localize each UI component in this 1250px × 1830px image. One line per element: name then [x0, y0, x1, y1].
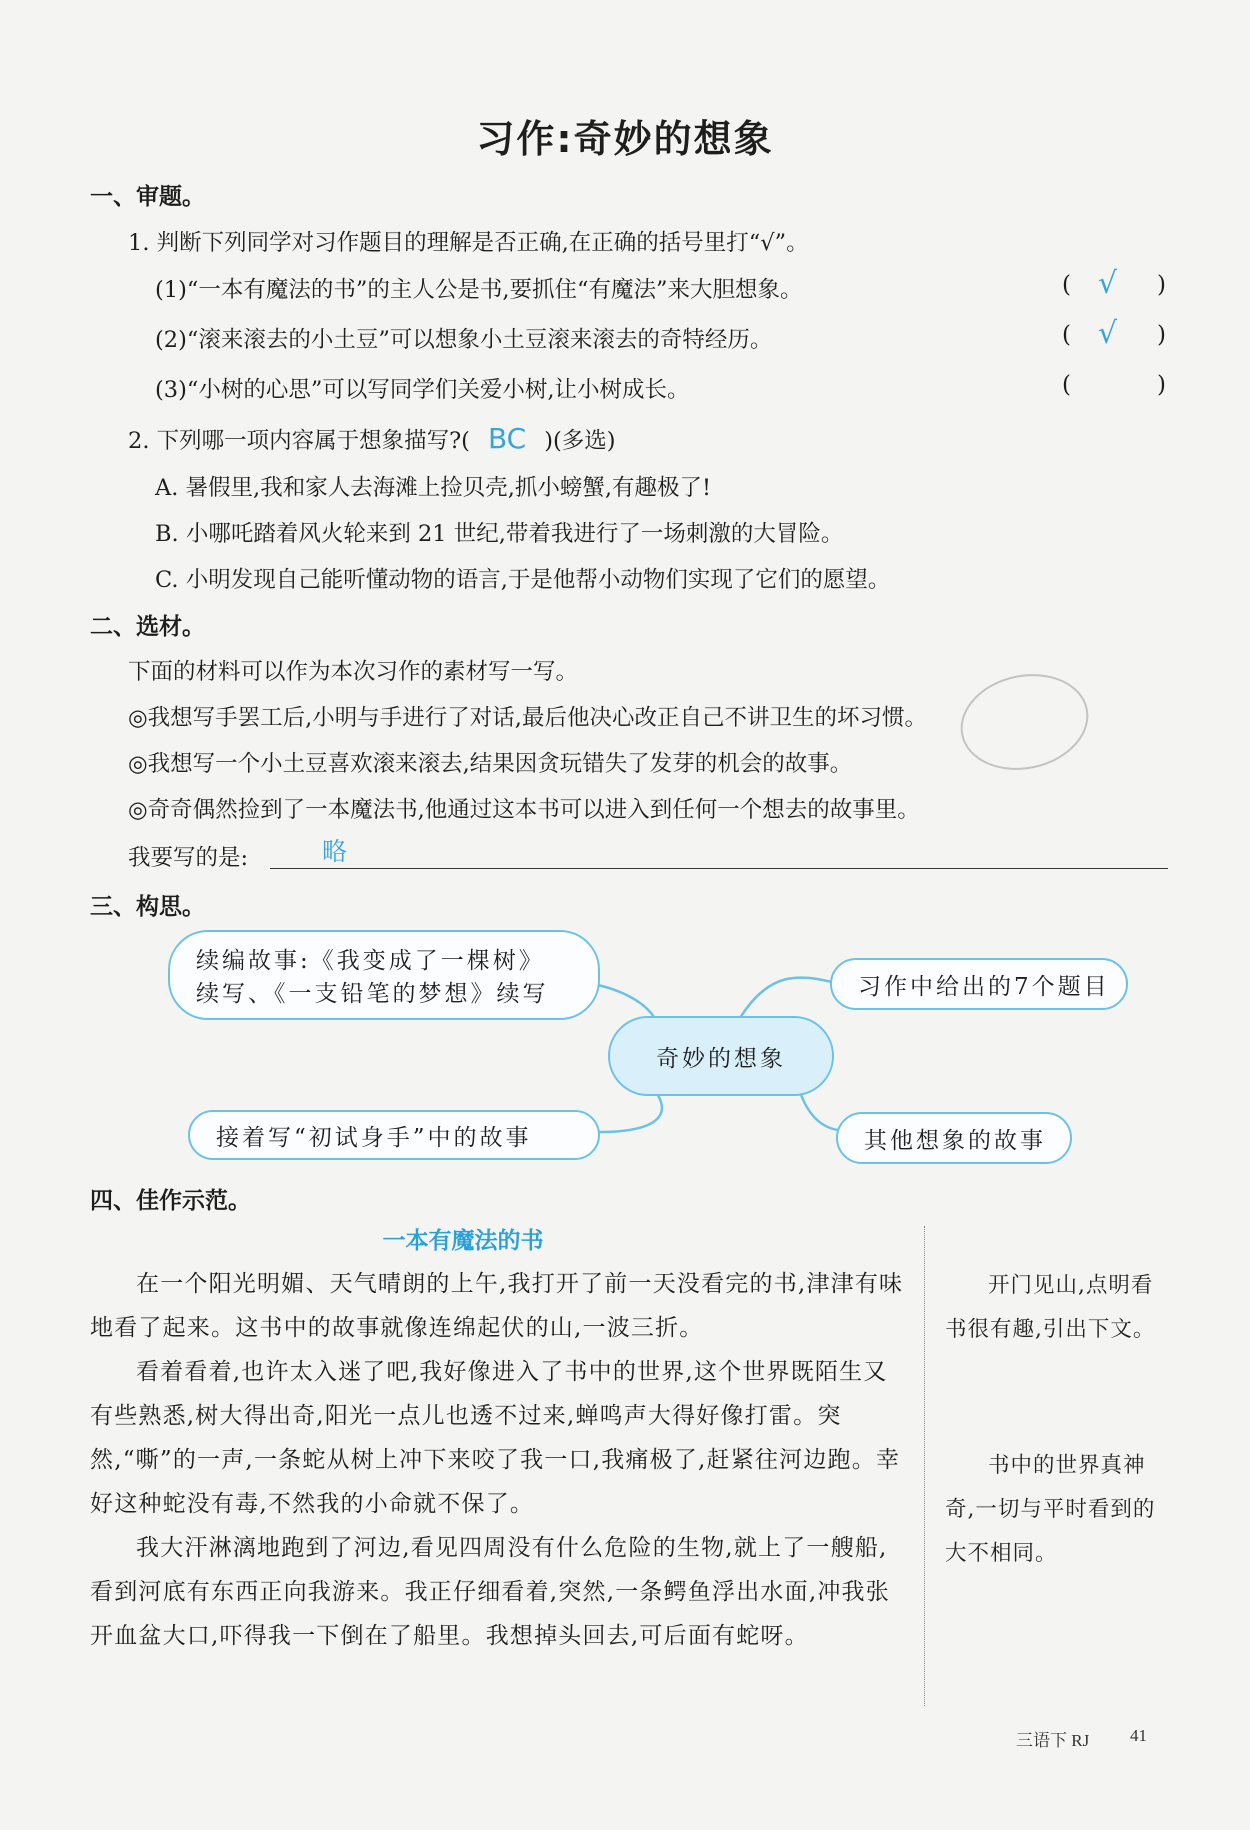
- q1-item-3: (3)“小树的心思”可以写同学们关爱小树,让小树成长。: [155, 377, 690, 403]
- section-1-heading: 一、审题。: [90, 184, 205, 210]
- question-2: [128, 422, 616, 455]
- q1-item-3-open-paren: (: [1062, 372, 1071, 398]
- article-paragraph-1: 在一个阳光明媚、天气晴朗的上午,我打开了前一天没看完的书,津津有味地看了起来。这书中的故事就像连绵起伏的山,一波三折。: [90, 1271, 904, 1341]
- material-item-3: ◎奇奇偶然捡到了一本魔法书,他通过这本书可以进入到任何一个想去的故事里。: [128, 797, 920, 823]
- question-1: 1. 判断下列同学对习作题目的理解是否正确,在正确的括号里打“√”。: [128, 230, 809, 256]
- mindmap-top-right-label: 习作中给出的7个题目: [858, 973, 1110, 1000]
- mindmap-bottom-left-label: 接着写“初试身手”中的故事: [216, 1124, 532, 1151]
- mindmap-bottom-right-node: [836, 1112, 1072, 1164]
- mindmap-center-node: [608, 1016, 834, 1096]
- q1-item-1-close-paren: ): [1157, 272, 1166, 298]
- q2-option-a: A. 暑假里,我和家人去海滩上捡贝壳,抓小螃蟹,有趣极了!: [155, 475, 712, 501]
- q2-option-c: C. 小明发现自己能听懂动物的语言,于是他帮小动物们实现了它们的愿望。: [155, 567, 891, 593]
- q1-item-2-answer: √: [1098, 316, 1118, 351]
- write-choice-label: 我要写的是:: [128, 845, 249, 871]
- page-title: 习作:奇妙的想象: [476, 117, 774, 161]
- q1-item-1-open-paren: (: [1062, 272, 1071, 298]
- mindmap-top-left-line-2: 续写、《一支铅笔的梦想》续写: [196, 981, 549, 1007]
- footer-book-label: 三语下 RJ: [1016, 1731, 1090, 1750]
- mindmap-center-label: 奇妙的想象: [656, 1045, 786, 1072]
- q1-item-1: (1)“一本有魔法的书”的主人公是书,要抓住“有魔法”来大胆想象。: [155, 277, 803, 303]
- mindmap-top-left-line-1: 续编故事:《我变成了一棵树》: [196, 948, 545, 974]
- write-choice-answer: 略: [322, 837, 348, 866]
- publisher-stamp: [952, 663, 1098, 782]
- mindmap-top-left-node: [168, 930, 600, 1020]
- q2-suffix: )(多选): [544, 428, 616, 454]
- margin-note-2: 书中的世界真神奇,一切与平时看到的大不相同。: [945, 1453, 1156, 1566]
- q2-prefix: 2. 下列哪一项内容属于想象描写?(: [128, 428, 470, 454]
- connector-top-right: [740, 978, 832, 1018]
- q1-item-3-close-paren: ): [1157, 372, 1166, 398]
- q2-answer: BC: [487, 422, 527, 455]
- mindmap-top-right-node: [830, 958, 1128, 1010]
- q1-item-2: (2)“滚来滚去的小土豆”可以想象小土豆滚来滚去的奇特经历。: [155, 327, 773, 353]
- section-4-heading: 四、佳作示范。: [90, 1188, 251, 1214]
- material-item-1: ◎我想写手罢工后,小明与手进行了对话,最后他决心改正自己不讲卫生的坏习惯。: [128, 705, 927, 731]
- article-body: [90, 1262, 905, 1658]
- q2-option-b: B. 小哪吒踏着风火轮来到 21 世纪,带着我进行了一场刺激的大冒险。: [155, 521, 844, 547]
- article-paragraph-3: 我大汗淋漓地跑到了河边,看见四周没有什么危险的生物,就上了一艘船,看到河底有东西正向我游来。我正仔细看着,突然,一条鳄鱼浮出水面,冲我张开血盆大口,吓得我一下倒在了船里。我想掉头回去,可后面有蛇呀。: [90, 1535, 890, 1649]
- article-title: 一本有魔法的书: [382, 1228, 544, 1254]
- margin-divider: [924, 1226, 925, 1706]
- write-choice-line: [270, 868, 1168, 869]
- q1-item-2-close-paren: ): [1157, 322, 1166, 348]
- section-2-intro: 下面的材料可以作为本次习作的素材写一写。: [128, 659, 579, 685]
- material-item-2: ◎我想写一个小土豆喜欢滚来滚去,结果因贪玩错失了发芽的机会的故事。: [128, 751, 853, 777]
- section-3-heading: 三、构思。: [90, 894, 205, 920]
- mindmap-bottom-right-label: 其他想象的故事: [864, 1127, 1046, 1154]
- section-2-heading: 二、选材。: [90, 614, 205, 640]
- mindmap-bottom-left-node: [188, 1110, 600, 1160]
- q1-item-1-answer: √: [1098, 266, 1118, 301]
- connector-bottom-right: [800, 1092, 838, 1130]
- footer-page-number: 41: [1130, 1726, 1147, 1745]
- margin-note-1: 开门见山,点明看书很有趣,引出下文。: [945, 1273, 1156, 1342]
- q1-item-2-open-paren: (: [1062, 322, 1071, 348]
- article-paragraph-2: 看着看着,也许太入迷了吧,我好像进入了书中的世界,这个世界既陌生又有些熟悉,树大得出奇,阳光一点儿也透不过来,蝉鸣声大得好像打雷。突然,“嘶”的一声,一条蛇从树上冲下来咬了我一口,我痛极了,赶紧往河边跑。幸好这种蛇没有毒,不然我的小命就不保了。: [90, 1359, 901, 1517]
